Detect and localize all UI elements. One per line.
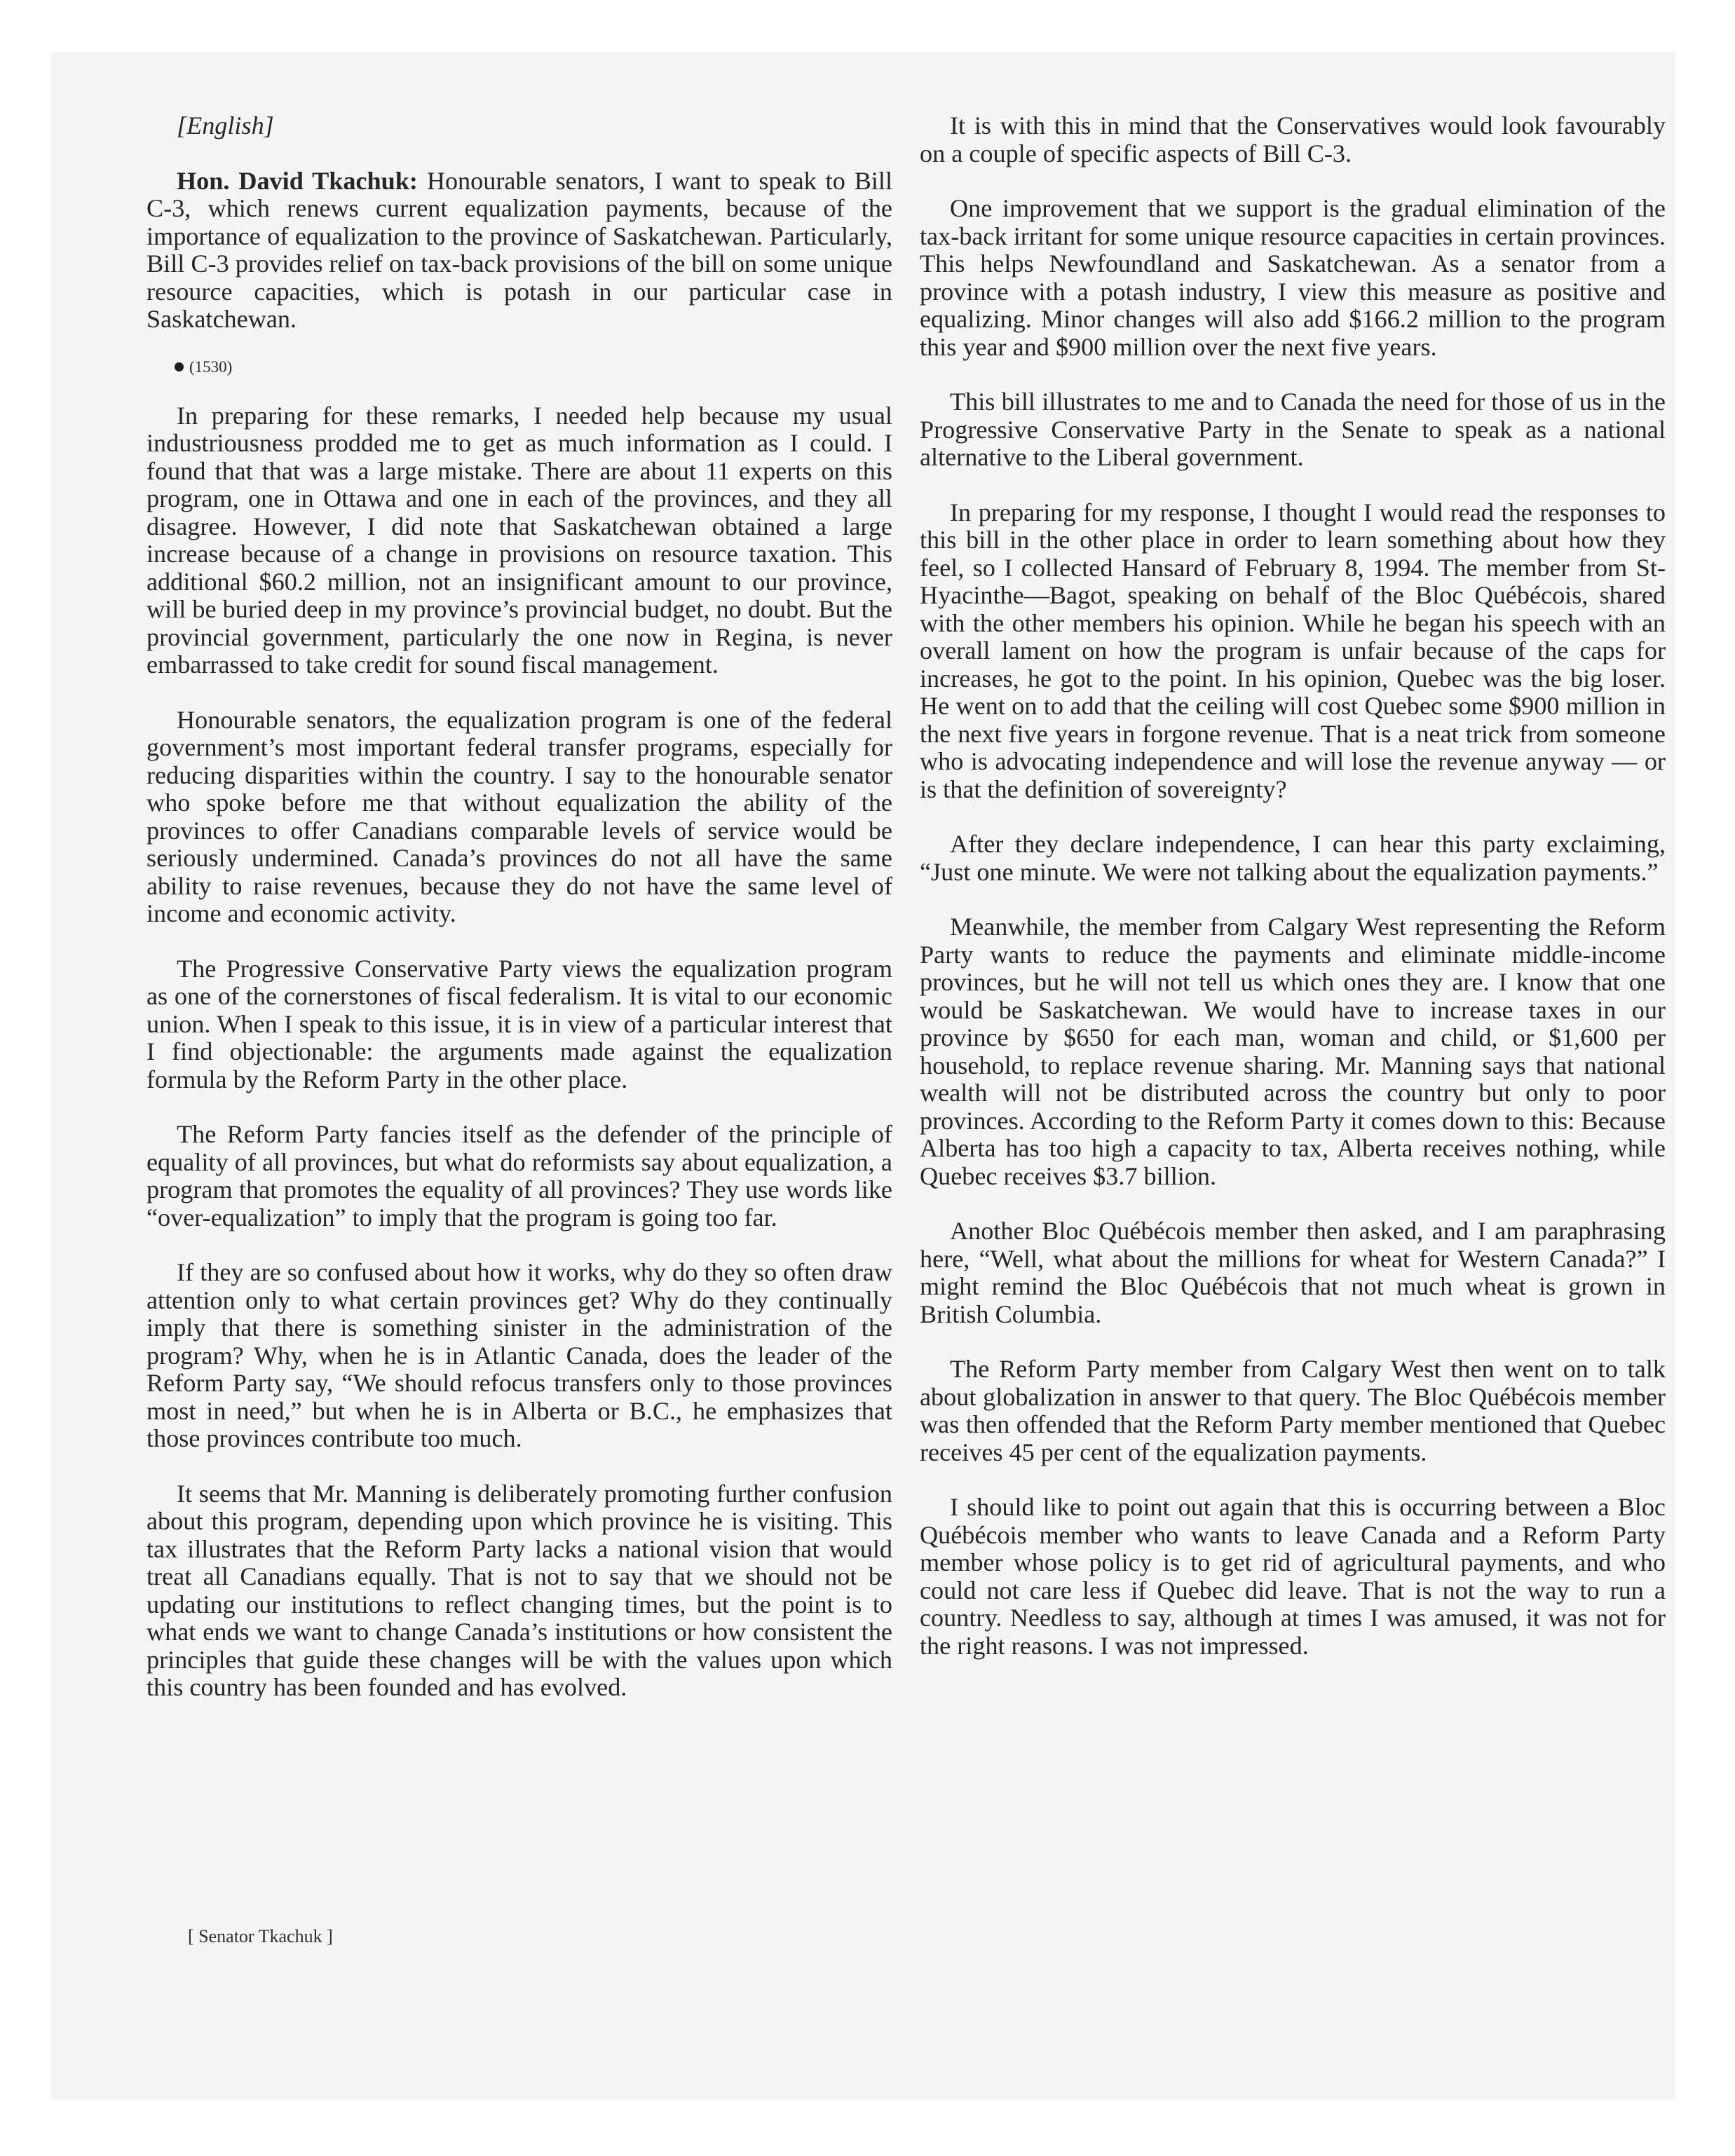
time-marker-text: (1530) [189, 357, 233, 376]
paragraph: After they declare independence, I can hear this party exclaiming, “Just one minute. We were not talking about the equalization payments.” [920, 830, 1666, 886]
paragraph: It seems that Mr. Manning is deliberately promoting further confusion about this program, depending upon which province he is visiting. This tax illustrates that the Reform Party lacks a national vision that would treat all Canadians equally. That is not to say that we should not be updating our institutions to reflect changing times, but the point is to what ends we want to change Canada’s institutions or how consistent the principles that guide these changes will be with the values upon which this country has been founded and has evolved. [147, 1479, 892, 1701]
paragraph: It is with this in mind that the Conservatives would look favourably on a couple of specific aspects of Bill C-3. [920, 111, 1666, 168]
paragraph: The Reform Party fancies itself as the defender of the principle of equality of all provinces, but what do reformists say about equalization, a program that promotes the equality of all provinces? They use words like “over-equalization” to imply that the program is going too far. [147, 1120, 892, 1231]
right-column [920, 112, 1666, 1687]
time-marker [147, 357, 892, 378]
speaker-name: Hon. David Tkachuk: [177, 166, 418, 195]
document-page [50, 52, 1675, 2099]
opening-paragraph [147, 168, 892, 334]
opening-text: Honourable senators, I want to speak to Bill C-3, which renews current equalization payments, because of the importance of equalization to the province of Saskatchewan. Particularly, Bill C-3 provides relief on tax-back provisions of the bill on some unique resource capacities, which is potash in our particular case in Saskatchewan. [147, 166, 893, 333]
paragraph: Another Bloc Québécois member then asked, and I am paraphrasing here, “Well, what about the millions for wheat for Western Canada?” I might remind the Bloc Québécois that not much wheat is grown in British Columbia. [920, 1217, 1666, 1328]
paragraph: One improvement that we support is the gradual elimination of the tax-back irritant for some unique resource capacities in certain provinces. This helps Newfoundland and Saskatchewan. As a senator from a province with a potash industry, I view this measure as positive and equalizing. Minor changes will also add $166.2 million to the program this year and $900 million over the next five years. [920, 194, 1666, 361]
paragraph: In preparing for these remarks, I needed help because my usual industriousness prodded me to get as much information as I could. I found that that was a large mistake. There are about 11 experts on this program, one in Ottawa and one in each of the provinces, and they all disagree. However, I did note that Saskatchewan obtained a large increase because of a change in provisions on resource taxation. This additional $60.2 million, not an insignificant amount to our province, will be buried deep in my province’s provincial budget, no doubt. But the provincial government, particularly the one now in Regina, is never embarrassed to take credit for sound fiscal management. [147, 401, 892, 678]
paragraph: This bill illustrates to me and to Canada the need for those of us in the Progressive Conservative Party in the Senate to speak as a national alternative to the Liberal government. [920, 388, 1666, 471]
paragraph: The Progressive Conservative Party views the equalization program as one of the cornerstones of fiscal federalism. It is vital to our economic union. When I speak to this issue, it is in view of a particular interest that I find objectionable: the arguments made against the equalization formula by the Reform Party in the other place. [147, 954, 892, 1093]
paragraph: Honourable senators, the equalization program is one of the federal government’s most important federal transfer programs, especially for reducing disparities within the country. I say to the honourable senator who spoke before me that without equalization the ability of the provinces to offer Canadians comparable levels of service would be seriously undermined. Canada’s provinces do not all have the same ability to raise revenues, because they do not have the same level of income and economic activity. [147, 705, 892, 927]
paragraph: I should like to point out again that this is occurring between a Bloc Québécois member who wants to leave Canada and a Reform Party member whose policy is to get rid of agricultural payments, and who could not care less if Quebec did leave. That is not the way to run a country. Needless to say, although at times I was amused, it was not for the right reasons. I was not impressed. [920, 1493, 1666, 1660]
language-tag: [English] [177, 111, 274, 139]
bullet-icon [175, 362, 184, 371]
paragraph: Meanwhile, the member from Calgary West representing the Reform Party wants to reduce the payments and eliminate middle-income provinces, but he will not tell us which ones they are. I know that one would be Saskatchewan. We would have to increase taxes in our province by $650 for each man, woman and child, or $1,600 per household, to replace revenue sharing. Mr. Manning says that national wealth will not be distributed across the country but only to poor provinces. According to the Reform Party it comes down to this: Because Alberta has too high a capacity to tax, Alberta receives nothing, while Quebec receives $3.7 billion. [920, 913, 1666, 1190]
paragraph: If they are so confused about how it works, why do they so often draw attention only to what certain provinces get? Why do they continually imply that there is something sinister in the administration of the program? Why, when he is in Atlantic Canada, does the leader of the Reform Party say, “We should refocus transfers only to those provinces most in need,” but when he is in Alberta or B.C., he emphasizes that those provinces contribute too much. [147, 1258, 892, 1452]
footer-speaker-tag: [ Senator Tkachuk ] [188, 1926, 333, 1946]
paragraph: The Reform Party member from Calgary West then went on to talk about globalization in answer to that query. The Bloc Québécois member was then offended that the Reform Party member mentioned that Quebec receives 45 per cent of the equalization payments. [920, 1355, 1666, 1466]
paragraph: In preparing for my response, I thought I would read the responses to this bill in the other place in order to learn something about how they feel, so I collected Hansard of February 8, 1994. The member from St-Hyacinthe—Bagot, speaking on behalf of the Bloc Québécois, shared with the other members his opinion. While he began his speech with an overall lament on how the program is unfair because of the caps for increases, he got to the point. In his opinion, Quebec was the big loser. He went on to add that the ceiling will cost Quebec some $900 million in the next five years in forgone revenue. That is a neat trick from someone who is advocating independence and will lose the revenue anyway — or is that the definition of sovereignty? [920, 498, 1666, 803]
left-column [147, 112, 892, 1729]
